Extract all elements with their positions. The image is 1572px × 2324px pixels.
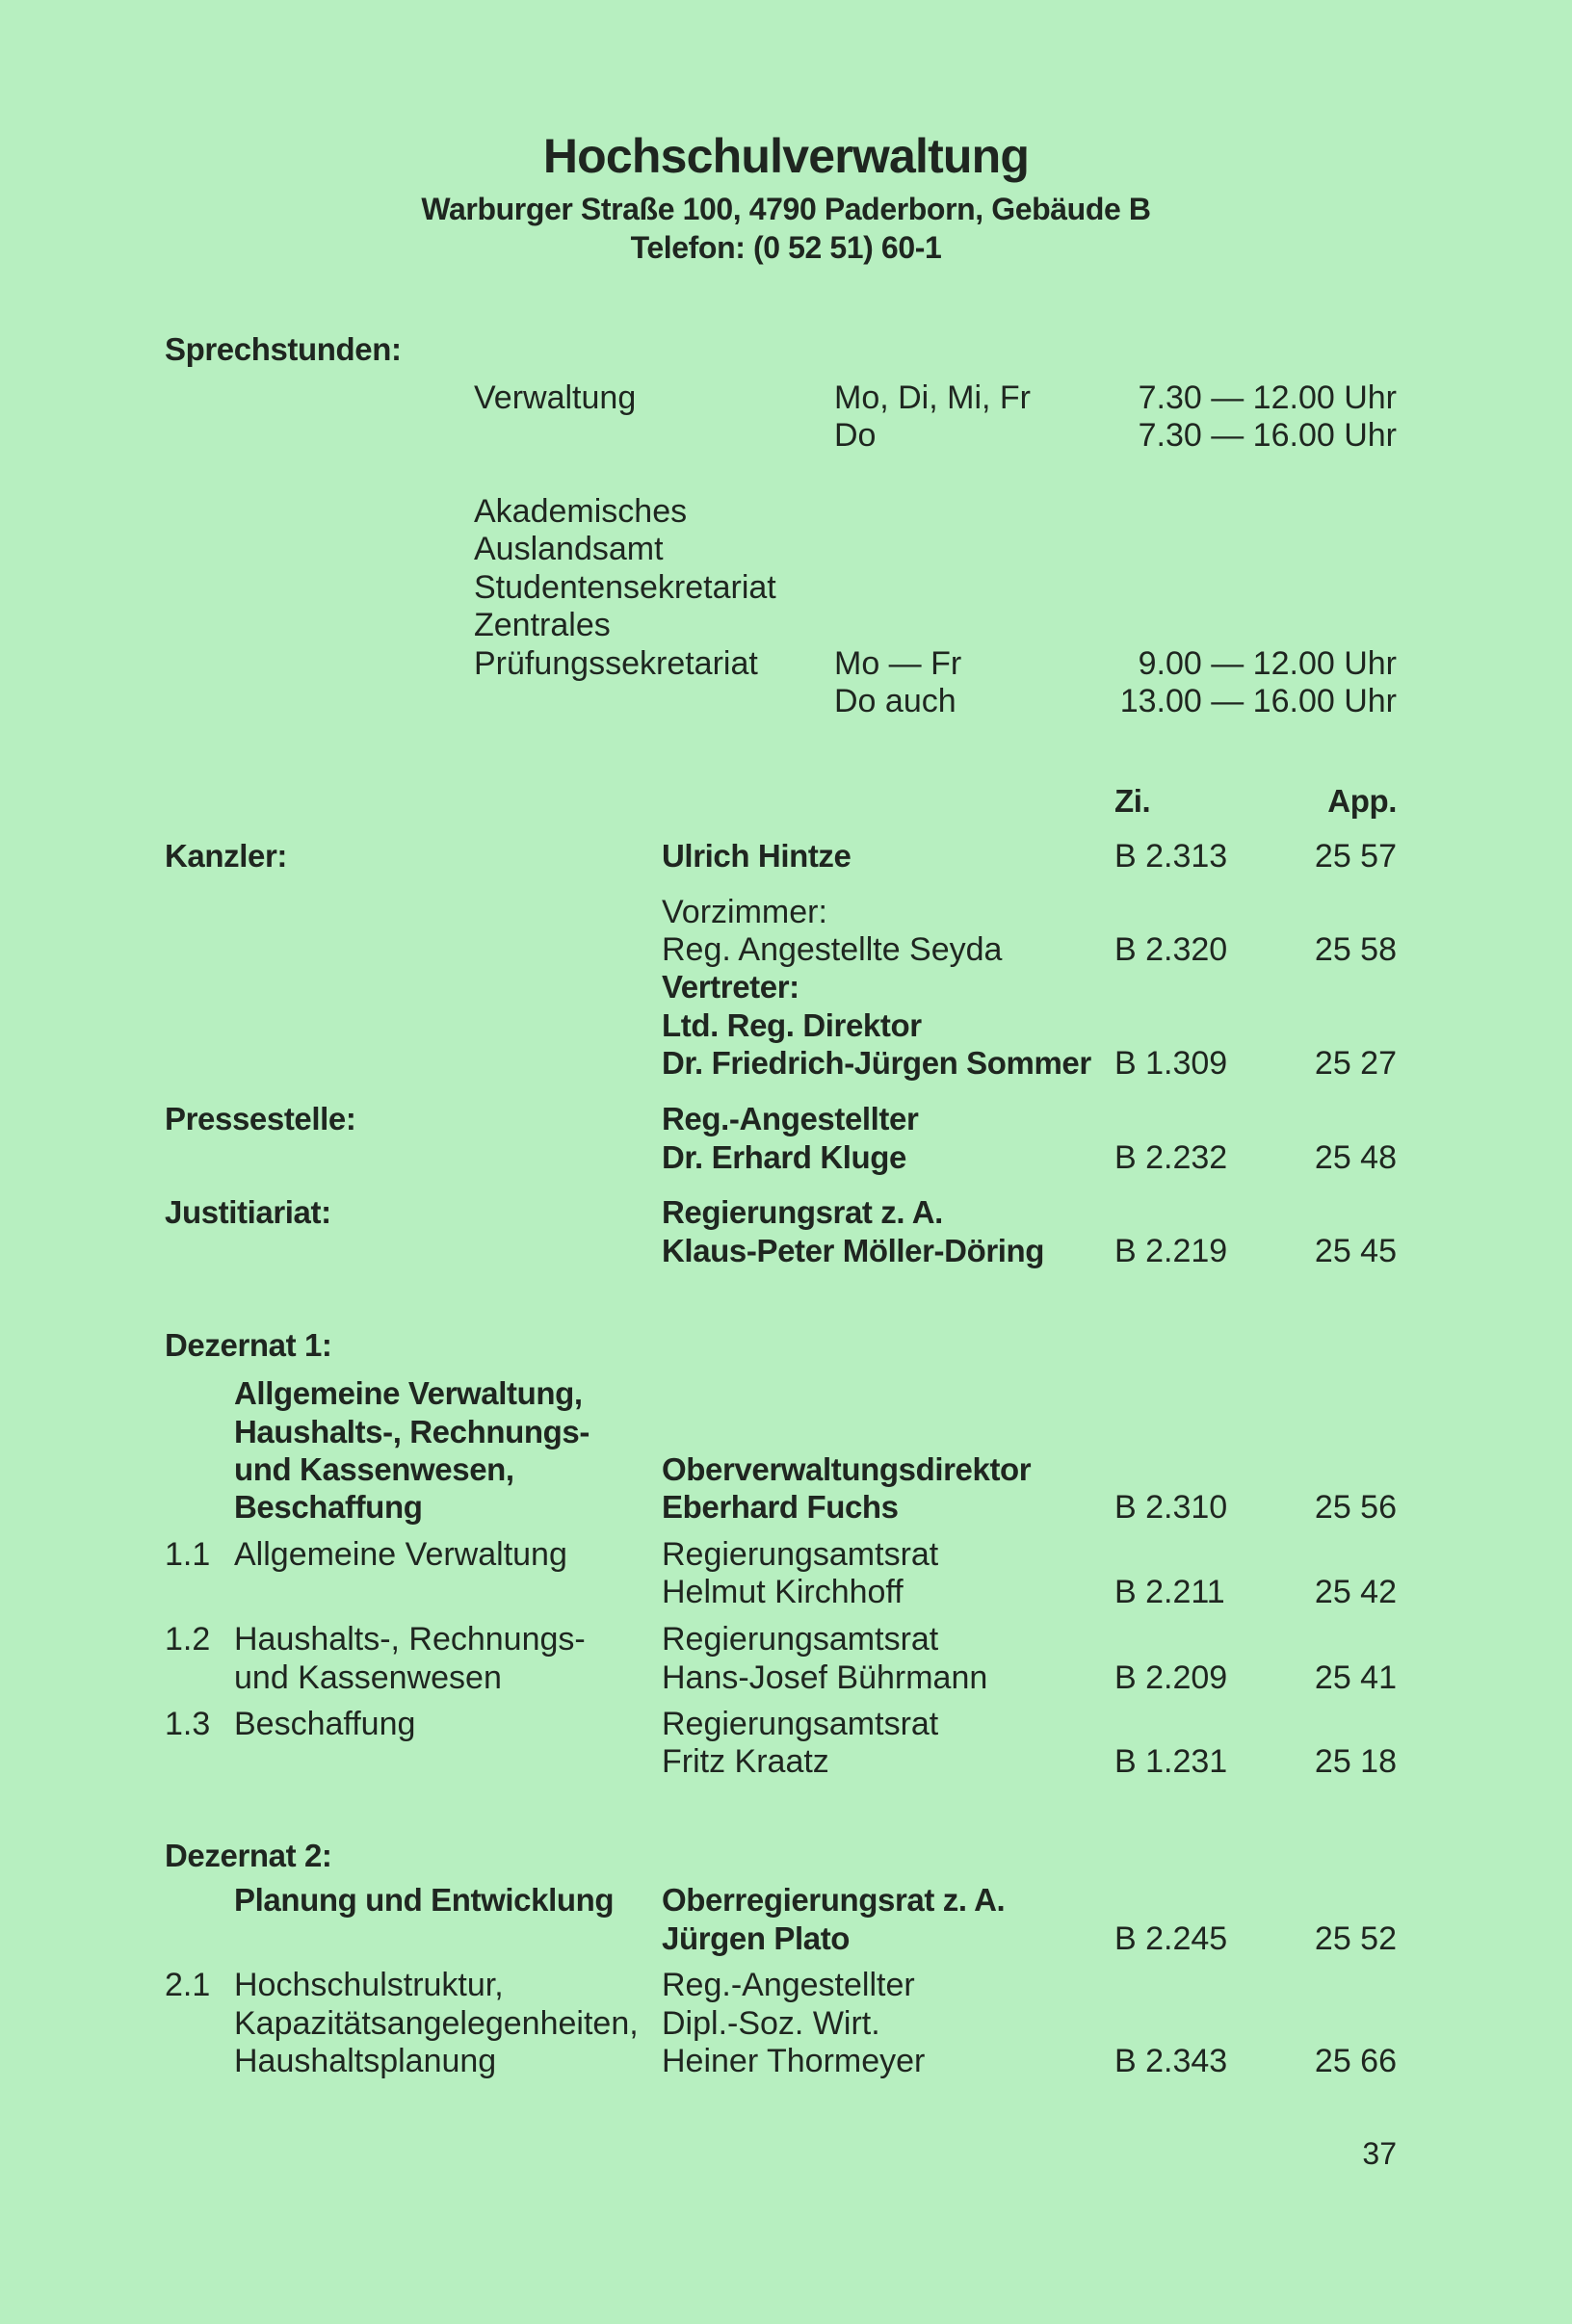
dezernat-1-desc: Haushalts-, Rechnungs- <box>234 1414 590 1449</box>
vertreter-label: Vertreter: <box>662 969 799 1005</box>
offices-days-1: Mo — Fr <box>834 645 962 682</box>
vorzimmer-label: Vorzimmer: <box>662 894 827 930</box>
phone-extension: 25 42 <box>1314 1574 1397 1610</box>
office-line: Auslandsamt <box>474 531 664 567</box>
justitiariat-label: Justitiariat: <box>165 1194 331 1230</box>
pressestelle-title: Reg.-Angestellter <box>662 1101 919 1136</box>
page-number: 37 <box>1362 2136 1397 2171</box>
room-number: B 2.211 <box>1114 1574 1225 1610</box>
dezernat-1-desc: Allgemeine Verwaltung, <box>234 1375 583 1411</box>
verwaltung-days-1: Mo, Di, Mi, Fr <box>834 379 1031 416</box>
room-number: B 2.245 <box>1114 1920 1228 1957</box>
phone-extension: 25 66 <box>1314 2043 1397 2079</box>
phone-extension: 25 57 <box>1314 838 1397 875</box>
unit-person-qualification: Dipl.-Soz. Wirt. <box>662 2005 880 2042</box>
office-line: Studentensekretariat <box>474 569 776 606</box>
phone-extension: 25 18 <box>1314 1743 1397 1780</box>
room-number: B 2.343 <box>1114 2043 1228 2079</box>
unit-person-name: Heiner Thormeyer <box>662 2043 926 2079</box>
dezernat-2-head-name: Jürgen Plato <box>662 1920 851 1956</box>
offices-days-2: Do auch <box>834 683 956 719</box>
room-number: B 2.313 <box>1114 838 1228 875</box>
dezernat-1-desc: und Kassenwesen, <box>234 1451 514 1487</box>
phone-line: Telefon: (0 52 51) 60-1 <box>630 230 942 265</box>
office-line: Zentrales <box>474 607 611 643</box>
unit-name: Haushaltsplanung <box>234 2043 497 2079</box>
phone-extension: 25 41 <box>1314 1659 1397 1696</box>
unit-name: Kapazitätsangelegenheiten, <box>234 2005 639 2042</box>
phone-extension: 25 48 <box>1314 1139 1397 1176</box>
justitiariat-name: Klaus-Peter Möller-Döring <box>662 1233 1045 1268</box>
kanzler-name: Ulrich Hintze <box>662 838 852 874</box>
verwaltung-time-2: 7.30 — 16.00 Uhr <box>1138 417 1397 454</box>
room-number: B 2.310 <box>1114 1489 1228 1526</box>
unit-number: 1.3 <box>165 1706 211 1742</box>
unit-person-title: Regierungsamtsrat <box>662 1706 939 1742</box>
unit-name: Haushalts-, Rechnungs- <box>234 1621 586 1658</box>
unit-number: 1.1 <box>165 1536 211 1573</box>
room-number: B 2.320 <box>1114 931 1228 968</box>
offices-time-2: 13.00 — 16.00 Uhr <box>1119 683 1397 719</box>
sprechstunden-label: Sprechstunden: <box>165 331 402 367</box>
phone-extension: 25 45 <box>1314 1233 1397 1269</box>
verwaltung-days-2: Do <box>834 417 877 454</box>
unit-person-title: Regierungsamtsrat <box>662 1621 939 1658</box>
office-line: Akademisches <box>474 493 688 530</box>
offices-time-1: 9.00 — 12.00 Uhr <box>1138 645 1397 682</box>
unit-number: 2.1 <box>165 1967 211 2003</box>
vorzimmer-name: Reg. Angestellte Seyda <box>662 931 1003 968</box>
room-number: B 2.209 <box>1114 1659 1228 1696</box>
unit-number: 1.2 <box>165 1621 211 1658</box>
unit-name: und Kassenwesen <box>234 1659 502 1696</box>
column-header-room: Zi. <box>1114 783 1151 819</box>
dezernat-1-desc: Beschaffung <box>234 1489 423 1525</box>
vertreter-title: Ltd. Reg. Direktor <box>662 1007 922 1043</box>
unit-person-name: Fritz Kraatz <box>662 1743 829 1780</box>
unit-person-title: Reg.-Angestellter <box>662 1967 915 2003</box>
dezernat-2-desc: Planung und Entwicklung <box>234 1882 615 1918</box>
phone-extension: 25 27 <box>1314 1045 1397 1082</box>
unit-person-name: Helmut Kirchhoff <box>662 1574 904 1610</box>
room-number: B 2.232 <box>1114 1139 1228 1176</box>
address-line: Warburger Straße 100, 4790 Paderborn, Gebäude B <box>421 192 1151 226</box>
phone-extension: 25 52 <box>1314 1920 1397 1957</box>
room-number: B 1.231 <box>1114 1743 1228 1780</box>
office-line: Prüfungssekretariat <box>474 645 758 682</box>
column-header-phone: App. <box>1327 783 1397 819</box>
room-number: B 1.309 <box>1114 1045 1228 1082</box>
justitiariat-title: Regierungsrat z. A. <box>662 1194 943 1230</box>
vertreter-name: Dr. Friedrich-Jürgen Sommer <box>662 1045 1091 1081</box>
phone-extension: 25 56 <box>1314 1489 1397 1526</box>
unit-name: Allgemeine Verwaltung <box>234 1536 567 1573</box>
dezernat-2-label: Dezernat 2: <box>165 1838 332 1873</box>
room-number: B 2.219 <box>1114 1233 1228 1269</box>
page-title: Hochschulverwaltung <box>542 129 1030 183</box>
unit-name: Hochschulstruktur, <box>234 1967 504 2003</box>
dezernat-2-head-title: Oberregierungsrat z. A. <box>662 1882 1006 1918</box>
unit-person-name: Hans-Josef Bührmann <box>662 1659 988 1696</box>
dezernat-1-label: Dezernat 1: <box>165 1327 332 1363</box>
pressestelle-name: Dr. Erhard Kluge <box>662 1139 906 1175</box>
verwaltung-label: Verwaltung <box>474 379 637 416</box>
dezernat-1-head-title: Oberverwaltungsdirektor <box>662 1451 1032 1487</box>
unit-person-title: Regierungsamtsrat <box>662 1536 939 1573</box>
kanzler-label: Kanzler: <box>165 838 287 874</box>
unit-name: Beschaffung <box>234 1706 416 1742</box>
pressestelle-label: Pressestelle: <box>165 1101 356 1136</box>
dezernat-1-head-name: Eberhard Fuchs <box>662 1489 899 1525</box>
verwaltung-time-1: 7.30 — 12.00 Uhr <box>1138 379 1397 416</box>
phone-extension: 25 58 <box>1314 931 1397 968</box>
